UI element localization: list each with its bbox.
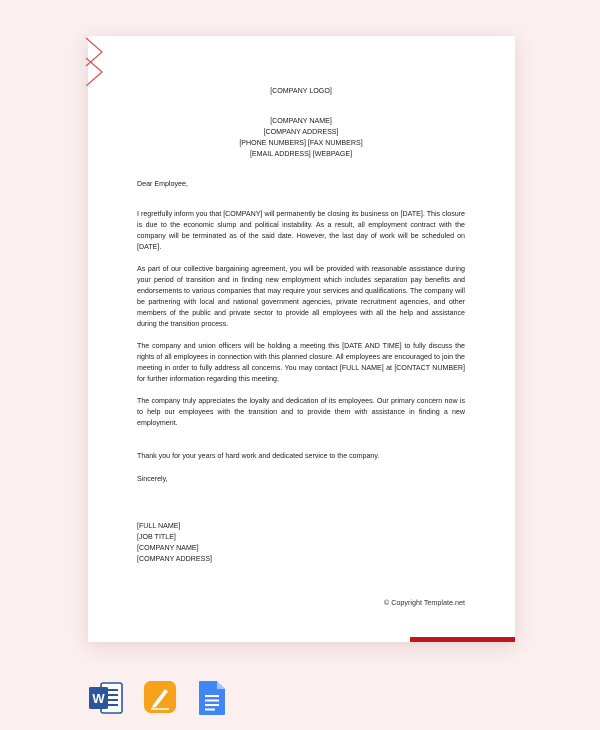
signature-company-name: [COMPANY NAME] xyxy=(137,544,199,552)
copyright-notice: © Copyright Template.net xyxy=(383,598,465,607)
letterhead xyxy=(137,116,465,160)
paragraph-assistance: As part of our collective bargaining agreement, you will be provided with reasonable assistance during your period of transition and in finding new employment which includes separation pay benefits and endorsements to various companies that may require your services and qualifications. The company will be partnering with local and national government agencies, private recruitment agencies, and other members of the public and private sector to provide all employees with all the help and assistance during the transition process. xyxy=(137,265,465,328)
pages-icon[interactable] xyxy=(143,680,177,714)
signature-job-title: [JOB TITLE] xyxy=(137,533,176,541)
word-icon[interactable] xyxy=(88,680,124,716)
signature-block xyxy=(137,521,465,565)
company-logo-placeholder: [COMPANY LOGO] xyxy=(270,87,332,95)
letterhead-email-web: [EMAIL ADDRESS] [WEBPAGE] xyxy=(249,150,353,158)
docs-icon[interactable] xyxy=(198,680,226,716)
svg-text:W: W xyxy=(92,691,105,706)
closing: Sincerely, xyxy=(137,475,168,483)
paragraph-closure-notice: I regretfully inform you that [COMPANY] will permanently be closing its business on [DATE]. This closure is due to the economic slump and political instability. As a result, all employment contract with the company will be terminated as of the said date. However, the last day of work will be scheduled on [DATE]. xyxy=(137,210,465,251)
corner-chevron-icon xyxy=(86,36,108,86)
signature-company-address: [COMPANY ADDRESS] xyxy=(137,555,213,563)
letterhead-company-address: [COMPANY ADDRESS] xyxy=(263,128,339,136)
paragraph-meeting: The company and union officers will be holding a meeting this [DATE AND TIME] to fully discuss the rights of all employees in connection with this planned closure. All employees are encouraged to join the meeting in order to fully address all concerns. You may contact [FULL NAME] at [CONTACT NUMBER] for further information regarding this meeting. xyxy=(137,342,465,383)
thanks-line: Thank you for your years of hard work and dedicated service to the company. xyxy=(137,452,380,460)
signature-full-name: [FULL NAME] xyxy=(137,522,181,530)
document-page xyxy=(88,36,515,642)
accent-bar xyxy=(410,637,515,642)
paragraph-appreciation: The company truly appreciates the loyalty and dedication of its employees. Our primary concern now is to help our employees with the transition and to provide them with assistance in finding a new employment. xyxy=(137,397,465,427)
letter-body xyxy=(137,86,465,565)
letterhead-phone-fax: [PHONE NUMBERS] [FAX NUMBERS] xyxy=(239,139,363,147)
salutation: Dear Employee, xyxy=(137,180,188,188)
letterhead-company-name: [COMPANY NAME] xyxy=(270,117,332,125)
